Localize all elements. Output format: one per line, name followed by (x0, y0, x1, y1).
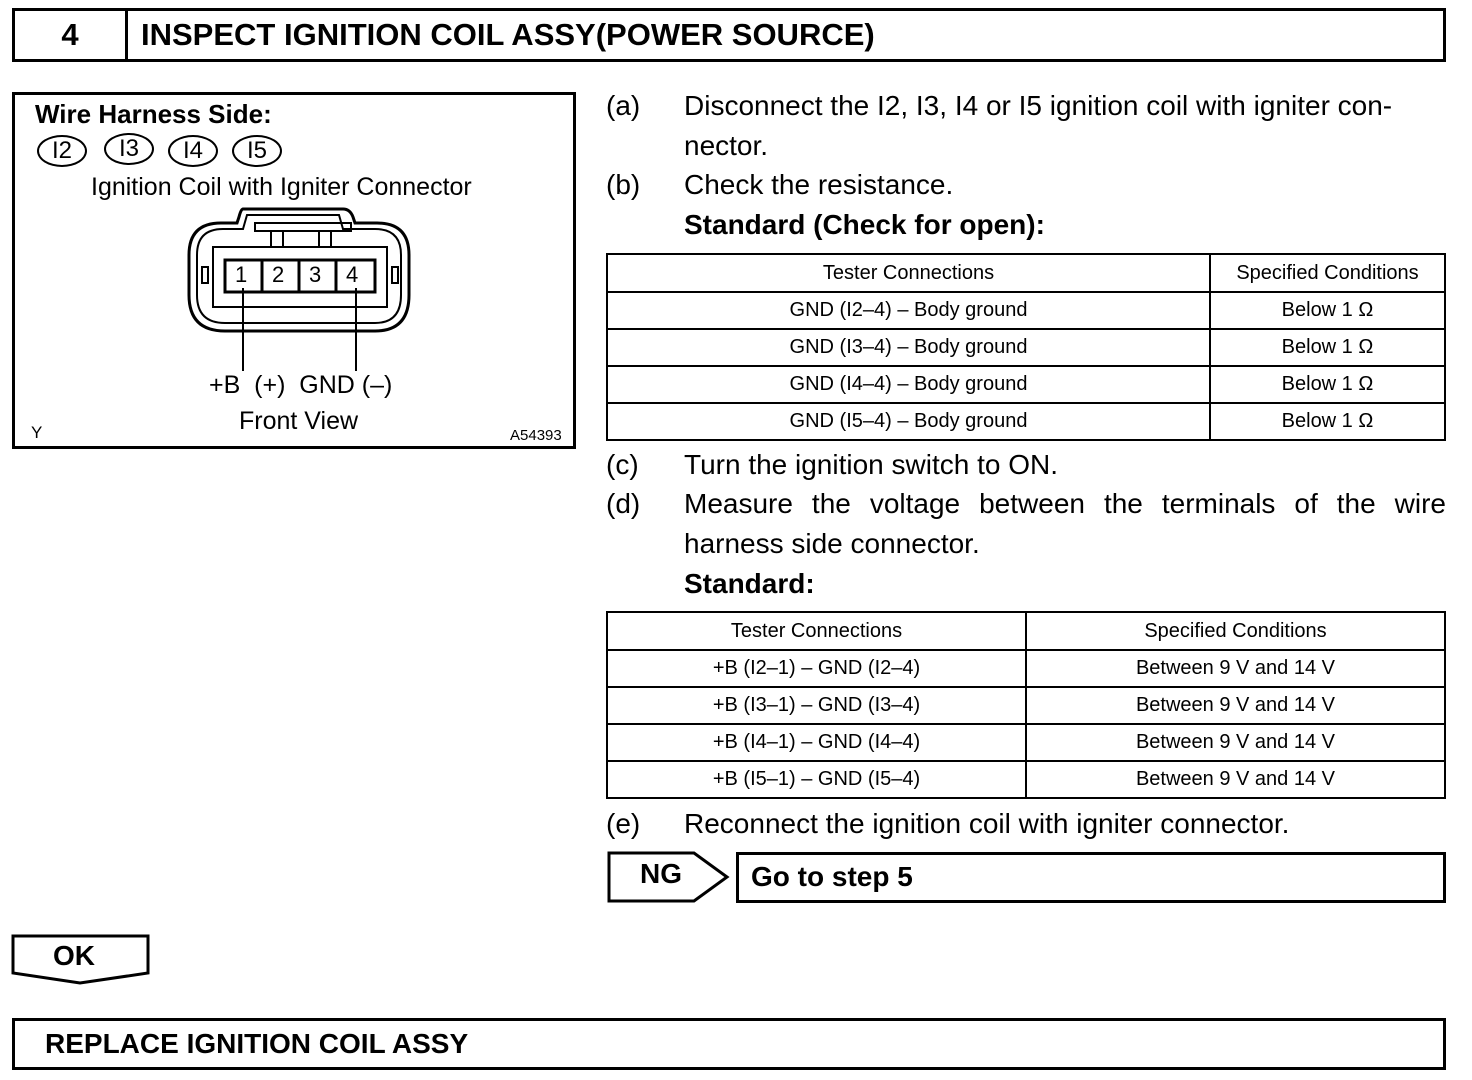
step-a-text: Disconnect the I2, I3, I4 or I5 ignition coil with igniter con- (684, 90, 1393, 121)
step-d-label: (d) (606, 488, 641, 519)
connector-tag-i4: I4 (168, 135, 218, 167)
pin-3: 3 (309, 262, 322, 287)
table-header: Tester Connections (607, 612, 1026, 650)
step-a-text-2: nector. (684, 130, 769, 161)
corner-code: Y (31, 423, 43, 442)
table-header: Tester Connections (607, 254, 1210, 292)
table-cell: Below 1 Ω (1210, 403, 1445, 440)
standard-voltage-heading: Standard: (684, 568, 815, 599)
step-d-text-2: harness side connector. (684, 528, 980, 559)
step-e-text: Reconnect the ignition coil with igniter connector. (684, 808, 1290, 839)
result-text: REPLACE IGNITION COIL ASSY (45, 1028, 469, 1059)
figure-id: A54393 (510, 427, 562, 444)
step-title: INSPECT IGNITION COIL ASSY(POWER SOURCE) (141, 17, 875, 52)
step-b-text: Check the resistance. (684, 169, 954, 200)
table-header: Specified Conditions (1210, 254, 1445, 292)
table-header: Specified Conditions (1026, 612, 1445, 650)
step-d-text: Measure the voltage between the terminals of the wire (684, 488, 1446, 519)
standard-open-heading: Standard (Check for open): (684, 209, 1045, 240)
pin-2: 2 (272, 262, 285, 287)
connector-tag-i5: I5 (232, 135, 282, 167)
figure-caption: Ignition Coil with Igniter Connector (91, 173, 472, 201)
step-number: 4 (15, 11, 128, 59)
table-cell: Below 1 Ω (1210, 366, 1445, 403)
view-label: Front View (239, 407, 359, 435)
voltage-table (606, 611, 1446, 799)
step-e-label: (e) (606, 808, 641, 839)
table-cell: Between 9 V and 14 V (1026, 687, 1445, 724)
connector-figure (12, 92, 576, 449)
step-b-label: (b) (606, 169, 641, 200)
table-cell: +B (I4–1) – GND (I4–4) (607, 724, 1026, 761)
table-cell: Below 1 Ω (1210, 329, 1445, 366)
table-cell: +B (I2–1) – GND (I2–4) (607, 650, 1026, 687)
connector-tag-i2: I2 (37, 135, 87, 167)
terminal-labels: +B (+) GND (–) (209, 371, 393, 399)
ng-target-box (736, 852, 1446, 903)
table-cell: Between 9 V and 14 V (1026, 724, 1445, 761)
result-box (12, 1018, 1446, 1070)
resistance-table (606, 253, 1446, 441)
table-cell: +B (I5–1) – GND (I5–4) (607, 761, 1026, 798)
figure-heading: Wire Harness Side: (35, 99, 272, 129)
step-header (12, 8, 1446, 62)
pin-1: 1 (235, 262, 248, 287)
ng-label: NG (640, 858, 682, 889)
table-cell: Below 1 Ω (1210, 292, 1445, 329)
table-cell: Between 9 V and 14 V (1026, 761, 1445, 798)
ng-target: Go to step 5 (751, 861, 913, 892)
table-cell: GND (I3–4) – Body ground (607, 329, 1210, 366)
connector-tag-i3: I3 (104, 133, 154, 165)
table-cell: Between 9 V and 14 V (1026, 650, 1445, 687)
step-a-label: (a) (606, 90, 641, 121)
table-cell: GND (I5–4) – Body ground (607, 403, 1210, 440)
step-c-label: (c) (606, 449, 639, 480)
table-cell: +B (I3–1) – GND (I3–4) (607, 687, 1026, 724)
ok-label: OK (53, 940, 95, 971)
table-cell: GND (I4–4) – Body ground (607, 366, 1210, 403)
step-c-text: Turn the ignition switch to ON. (684, 449, 1059, 480)
table-cell: GND (I2–4) – Body ground (607, 292, 1210, 329)
pin-4: 4 (346, 262, 359, 287)
